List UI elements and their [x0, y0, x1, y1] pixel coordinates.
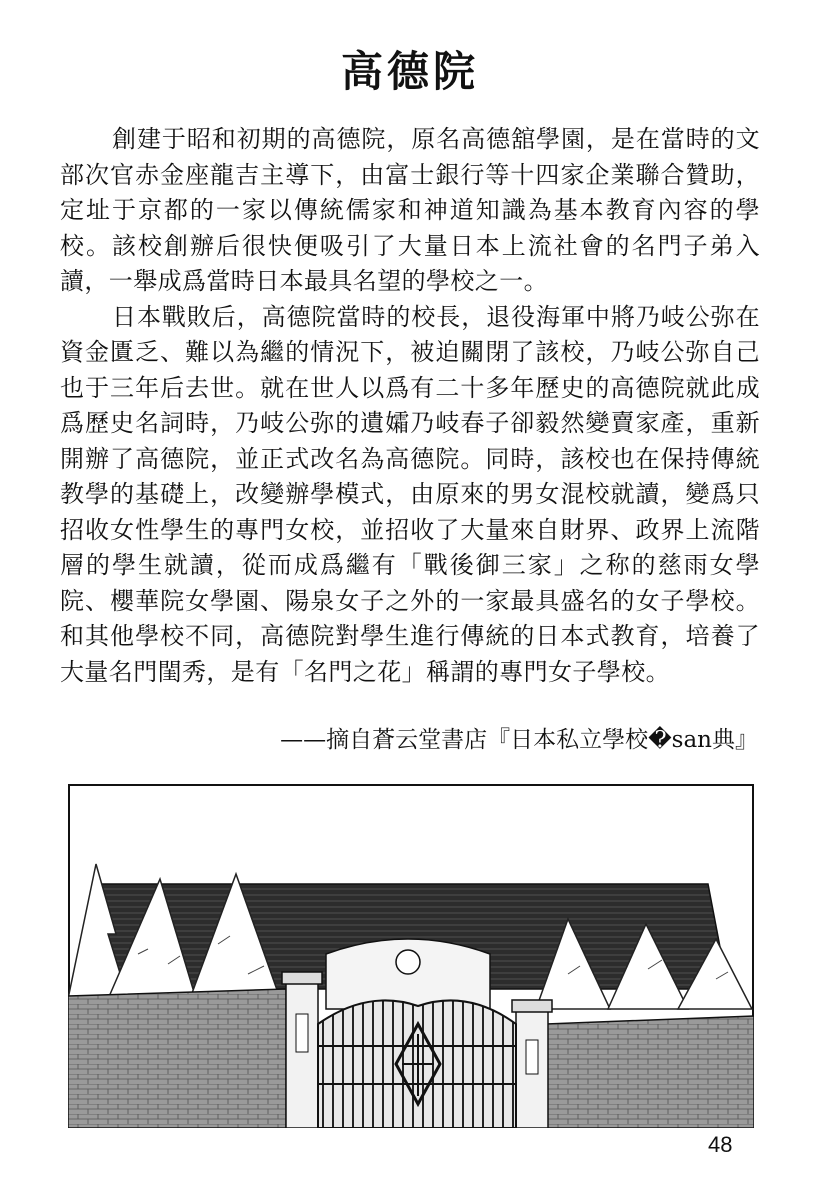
page-number: 48: [708, 1132, 733, 1157]
paragraph-1: 創建于昭和初期的高德院，原名高德舘學園，是在當時的文部次官赤金座龍吉主導下，由富士銀行等十四家企業聯合贊助，定址于京都的一家以傳統儒家和神道知識為基本教育內容的學校。該校創辦后很快便吸引了大量日本上流社會的名門子弟入讀，一舉成爲當時日本最具名望的學校之一。: [60, 125, 760, 295]
page-title: 高德院: [340, 47, 479, 96]
citation: ——摘自蒼云堂書店『日本私立學校�san典』: [280, 727, 758, 753]
school-gate-illustration: [68, 784, 754, 1128]
brick-wall-left: [68, 989, 286, 1128]
brick-wall-right: [546, 1016, 754, 1128]
school-crest-icon: [396, 950, 420, 974]
gate-pillar-left: [286, 980, 318, 1128]
paragraph-2: 日本戰敗后，高德院當時的校長，退役海軍中將乃岐公弥在資金匱乏、難以為繼的情況下，被迫關閉了該校，乃岐公弥自己也于三年后去世。就在世人以爲有二十多年歷史的高德院就此成爲歷史名詞時，乃岐公弥的遺孀乃岐春子卻毅然變賣家產，重新開辦了高德院，並正式改名為高德院。同時，該校也在保持傳統教學的基礎上，改變辦學模式，由原來的男女混校就讀，變爲只招收女性學生的專門女校，並招收了大量來自財界、政界上流階層的學生就讀，從而成爲繼有「戰後御三家」之称的慈雨女學院、櫻華院女學園、陽泉女子之外的一家最具盛名的女子學校。和其他學校不同，高德院對學生進行傳統的日本式教育，培養了大量名門閨秀，是有「名門之花」稱謂的專門女子學校。: [60, 302, 760, 686]
body-text: [60, 122, 760, 690]
